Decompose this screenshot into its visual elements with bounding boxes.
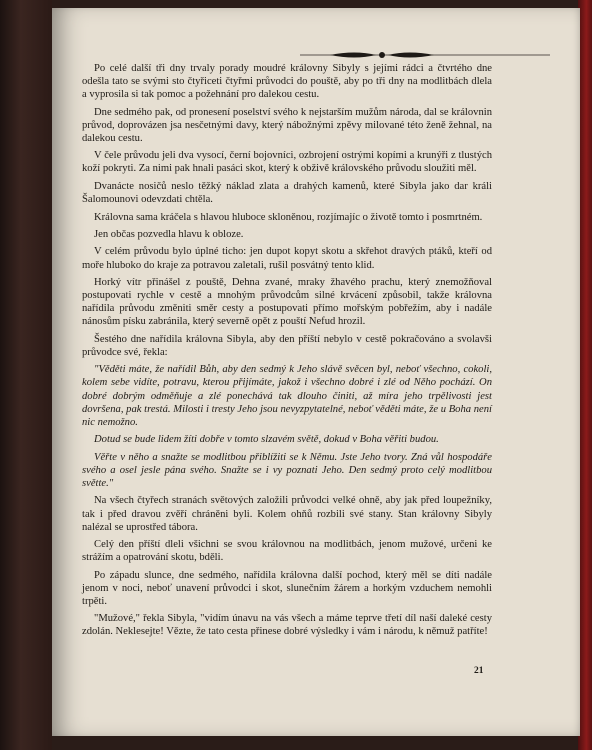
paragraph: Dne sedmého pak, od pronesení poselství svého k nejstarším mužům národa, dal se královnin průvod, doprovázen jsa nesčetnými davy, který nábožnými zpěvy milované této ženě žehnal, na dalekou cestu.	[82, 106, 492, 144]
book-cover-edge	[578, 0, 592, 750]
paragraph: Celý den příští dleli všichni se svou královnou na modlitbách, jenom mužové, určeni ke strážím a opatrování skotu, bděli.	[82, 539, 492, 564]
paragraph: Po celé další tři dny trvaly porady moudré královny Sibyly s jejími rádci a čtvrtého dne odešla tato se svými sto čtyřiceti čtyřmi průvodci do pouště, aby po tři dny na modlitbách dlela a vyprosila si tak pomoc a požehnání pro dalekou cestu.	[82, 63, 492, 101]
paragraph: Jen občas pozvedla hlavu k obloze.	[94, 228, 244, 240]
paragraph: "Mužové," řekla Sibyla, "vidím únavu na vás všech a máme teprve třetí díl naší daleké cesty zdolán. Neklesejte! Vězte, že tato cesta přinese dobré výsledky i vám i národu, k němuž patříte!	[82, 613, 492, 638]
quote-paragraph: Věřte v něho a snažte se modlitbou přiblížiti se k Němu. Jste Jeho tvory. Zná vůl hospodáře svého a osel jesle pána svého. Snažte se i vy poznati Jeho. Den sedmý proto celý modlitbou světte."	[82, 451, 492, 489]
ornament-divider	[300, 48, 550, 62]
paragraph: V čele průvodu jeli dva vysocí, černí bojovníci, ozbrojení ostrými kopími a krunýři z tlustých koží pokryti. Za nimi pak hnali pasáci skot, který k obživě královského průvodu sloužiti měl.	[82, 150, 492, 175]
paragraph: Dvanácte nosičů neslo těžký náklad zlata a drahých kamenů, které Sibyla jako dar králi Šalomounovi odevzdati chtěla.	[82, 180, 492, 206]
paragraph: Na všech čtyřech stranách světových založili průvodci velké ohně, aby jak před loupežníky, tak i před dravou zvěří chráněni byli. Kolem ohňů rozbili své stany. Stan královny Sibyly nalézal se uprostřed tábora.	[82, 495, 492, 533]
page-number: 21	[474, 666, 484, 676]
paragraph: Horký vítr přinášel z pouště, Dehna zvané, mraky žhavého prachu, který znemožňoval postupovati rychle v cestě a mnohým průvodcům silné krvácení způsobil, takže královna nařídila průvodu změniti směr cesty a postupovati přímo mořským pobřežím, aby i nadále nánosům písku zabránila, který severně opět z pouští Nefud hrozil.	[82, 277, 492, 328]
paragraph: V celém průvodu bylo úplné ticho: jen dupot kopyt skotu a skřehot dravých ptáků, kteří od moře hluboko do kraje za potravou zaletali, rušil posvátný tento klid.	[82, 246, 492, 271]
paragraph: Po západu slunce, dne sedmého, nařídila královna další pochod, který měl se díti nadále jenom v noci, neboť unavení průvodci i skot, slunečním žárem a horkým vzduchem nemohli trpěti.	[82, 569, 492, 607]
quote-paragraph: "Věděti máte, že nařídil Bůh, aby den sedmý k Jeho slávě svěcen byl, neboť všechno, cokoli, kolem sebe vidíte, potravu, kterou přijímáte, jakož i všechno dobré i zlé od Něho pochází. On dobré dobrým odměňuje a zlé ponechává tak dlouho činiti, až míra jeho trpělivosti jest dovršena, pak trestá. Milosti i tresty Jeho jsou nevyzpytatelné, neboť věděti máte, že u Boha není nic nemožno.	[82, 364, 492, 428]
quote-paragraph: Dotud se bude lidem žíti dobře v tomto slzavém světě, dokud v Boha věřiti budou.	[94, 434, 439, 446]
paragraph: Královna sama kráčela s hlavou hluboce skloněnou, rozjímajíc o životě tomto i posmrtném.	[94, 211, 483, 223]
paragraph: Šestého dne nařídila královna Sibyla, aby den příští nebylo v cestě pokračováno a svolavši průvodce své, řekla:	[82, 333, 492, 358]
body-text	[82, 62, 492, 643]
book-binding	[0, 0, 52, 750]
